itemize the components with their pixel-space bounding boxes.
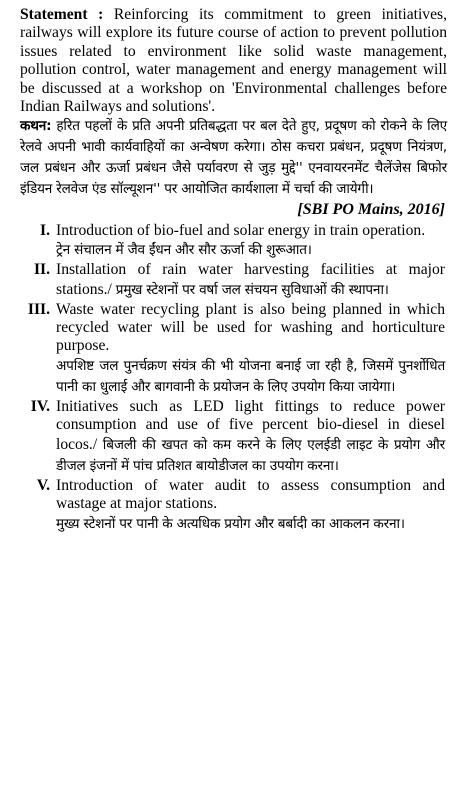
option-hindi: प्रमुख स्टेशनों पर वर्षा जल संचयन सुविधाओं की स्थापना। (115, 281, 389, 298)
option-body (56, 398, 445, 477)
option-body (56, 261, 445, 300)
statement-text: Reinforcing its commitment to green initiatives, railways will explore its future course of action to prevent pollution issues related to environment like solid waste management, pollution control, water management and energy management will be discussed at a workshop on 'Environmental challenges before Indian Railways and solutions'. (20, 6, 447, 116)
option-4 (20, 398, 447, 477)
option-1 (20, 222, 447, 261)
option-hindi: अपशिष्ट जल पुनर्चक्रण संयंत्र की भी योजना बनाई जा रही है, जिसमें पुनर्शोधित पानी का धुलाई और बागवानी के प्रयोजन के लिए उपयोग किया जायेगा। (56, 357, 445, 395)
option-hindi: मुख्य स्टेशनों पर पानी के अत्यधिक प्रयोग और बर्बादी का आकलन करना। (56, 515, 405, 532)
option-numeral: IV. (30, 397, 50, 415)
option-numeral: II. (33, 261, 50, 279)
option-5 (20, 477, 447, 535)
statement-block (20, 6, 447, 116)
option-hindi: बिजली की खपत को कम करने के लिए एलईडी लाइट के प्रयोग और डीजल इंजनों में पांच प्रतिशत बायोडीजल का उपयोग करना। (56, 436, 445, 474)
statement-label: Statement : (20, 6, 104, 23)
option-hindi: ट्रेन संचालन में जैव ईंधन और सौर ऊर्जा की शुरूआत। (56, 242, 312, 259)
option-english: Introduction of water audit to assess consumption and wastage at major stations. (56, 476, 445, 513)
option-numeral: V. (36, 476, 50, 494)
option-body (56, 477, 445, 535)
option-body (56, 222, 445, 261)
option-2 (20, 261, 447, 300)
kathan-text: हरित पहलों के प्रति अपनी प्रतिबद्धता पर बल देते हुए, प्रदूषण को रोकने के लिए रेलवे अपनी भावी कार्यवाहियों का अन्वेषण करेगा। ठोस कचरा प्रबंधन, प्रदूषण नियंत्रण, जल प्रबंधन और ऊर्जा प्रबंधन जैसे पर्यावरण से जुड़ मुद्दे'' एनवायरनमेंट चैलेंजेस बिफोर इंडियन रेलवेज एंड सॉल्यूशन'' पर आयोजित कार्यशाला में चर्चा की जायेगी। (20, 118, 447, 198)
option-english: Installation of rain water harvesting facilities at major stations./ (56, 261, 445, 298)
option-english: Introduction of bio-fuel and solar energy in train operation. (56, 221, 426, 239)
option-english: Initiatives such as LED light fittings to reduce power consumption and use of five percent bio-diesel in diesel locos./ (56, 397, 445, 453)
option-english: Waste water recycling plant is also being planned in which recycled water will be used for washing and horticulture purpose. (56, 300, 445, 355)
source-citation: [SBI PO Mains, 2016] (297, 201, 445, 219)
kathan-block (20, 116, 447, 200)
option-3 (20, 301, 447, 398)
kathan-label: कथन: (20, 118, 52, 135)
option-numeral: I. (40, 221, 50, 239)
option-numeral: III. (27, 300, 50, 318)
option-body (56, 301, 445, 398)
